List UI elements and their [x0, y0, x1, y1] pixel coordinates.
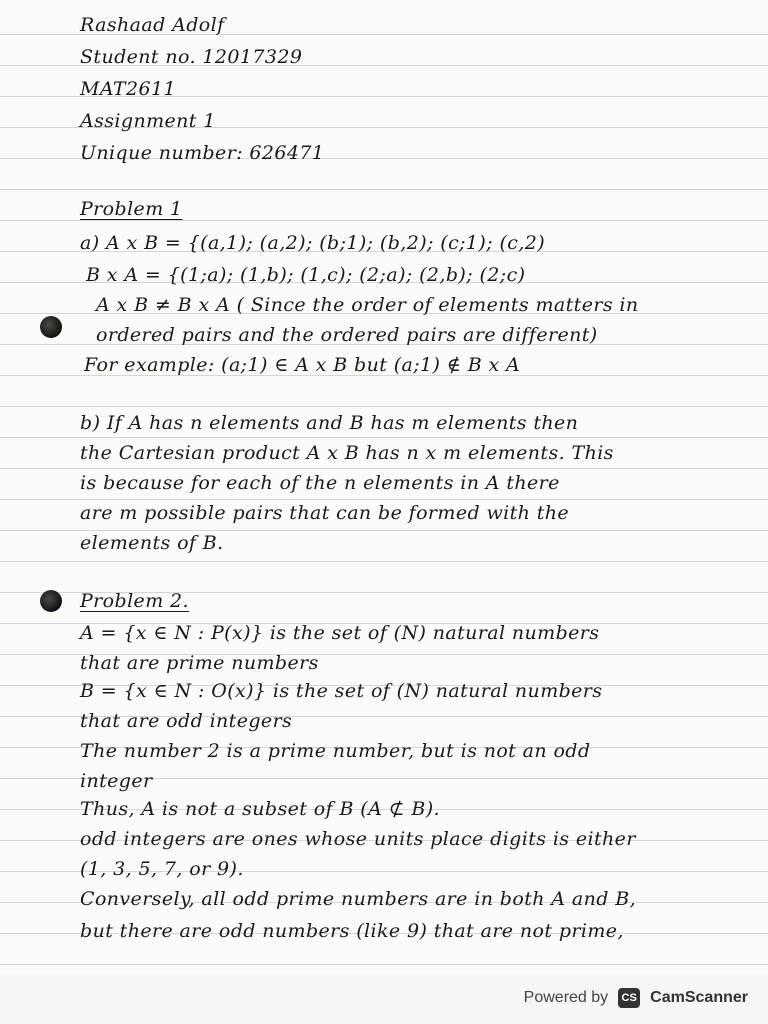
problem-2-heading: Problem 2.	[80, 590, 189, 612]
problem-2-line: Conversely, all odd prime numbers are in both A and B,	[80, 888, 637, 910]
problem-1a-line-1: a) A x B = {(a,1); (a,2); (b;1); (b,2); (c;1); (c,2)	[80, 232, 546, 254]
problem-1b-line-2: the Cartesian product A x B has n x m elements. This	[80, 442, 614, 464]
problem-2-line: that are odd integers	[80, 710, 293, 732]
camscanner-logo-icon: CS	[618, 988, 640, 1008]
problem-2-line: integer	[80, 770, 153, 792]
binder-hole-icon	[40, 316, 62, 338]
course-code: MAT2611	[80, 78, 176, 100]
problem-2-line: but there are odd numbers (like 9) that are not prime,	[80, 920, 624, 942]
problem-2-line: (1, 3, 5, 7, or 9).	[80, 858, 244, 880]
problem-1b-line-4: are m possible pairs that can be formed with the	[80, 502, 570, 524]
problem-2-line: B = {x ∈ N : O(x)} is the set of (N) natural numbers	[80, 680, 603, 702]
problem-1a-line-4: ordered pairs and the ordered pairs are different)	[96, 324, 598, 346]
student-number: Student no. 12017329	[80, 46, 303, 68]
powered-by-text: Powered by	[523, 989, 609, 1006]
assignment-title: Assignment 1	[80, 110, 216, 132]
problem-1a-line-2: B x A = {(1;a); (1,b); (1,c); (2;a); (2,b); (2;c)	[86, 264, 526, 286]
problem-2-line: odd integers are ones whose units place digits is either	[80, 828, 636, 850]
problem-1b-line-1: b) If A has n elements and B has m elements then	[80, 412, 579, 434]
unique-number: Unique number: 626471	[80, 142, 325, 164]
student-name: Rashaad Adolf	[80, 14, 225, 36]
binder-hole-icon	[40, 590, 62, 612]
problem-2-line: that are prime numbers	[80, 652, 319, 674]
problem-1-heading: Problem 1	[80, 198, 183, 220]
problem-1a-line-3: A x B ≠ B x A ( Since the order of elements matters in	[96, 294, 639, 316]
camscanner-watermark	[524, 984, 748, 1012]
problem-1b-line-3: is because for each of the n elements in A there	[80, 472, 560, 494]
problem-1b-line-5: elements of B.	[80, 532, 224, 554]
problem-2-line: A = {x ∈ N : P(x)} is the set of (N) natural numbers	[80, 622, 600, 644]
problem-2-line: Thus, A is not a subset of B (A ⊄ B).	[80, 798, 441, 820]
problem-1a-line-5: For example: (a;1) ∈ A x B but (a;1) ∉ B x A	[84, 354, 521, 376]
problem-2-line: The number 2 is a prime number, but is not an odd	[80, 740, 591, 762]
camscanner-brand: CamScanner	[650, 989, 748, 1006]
